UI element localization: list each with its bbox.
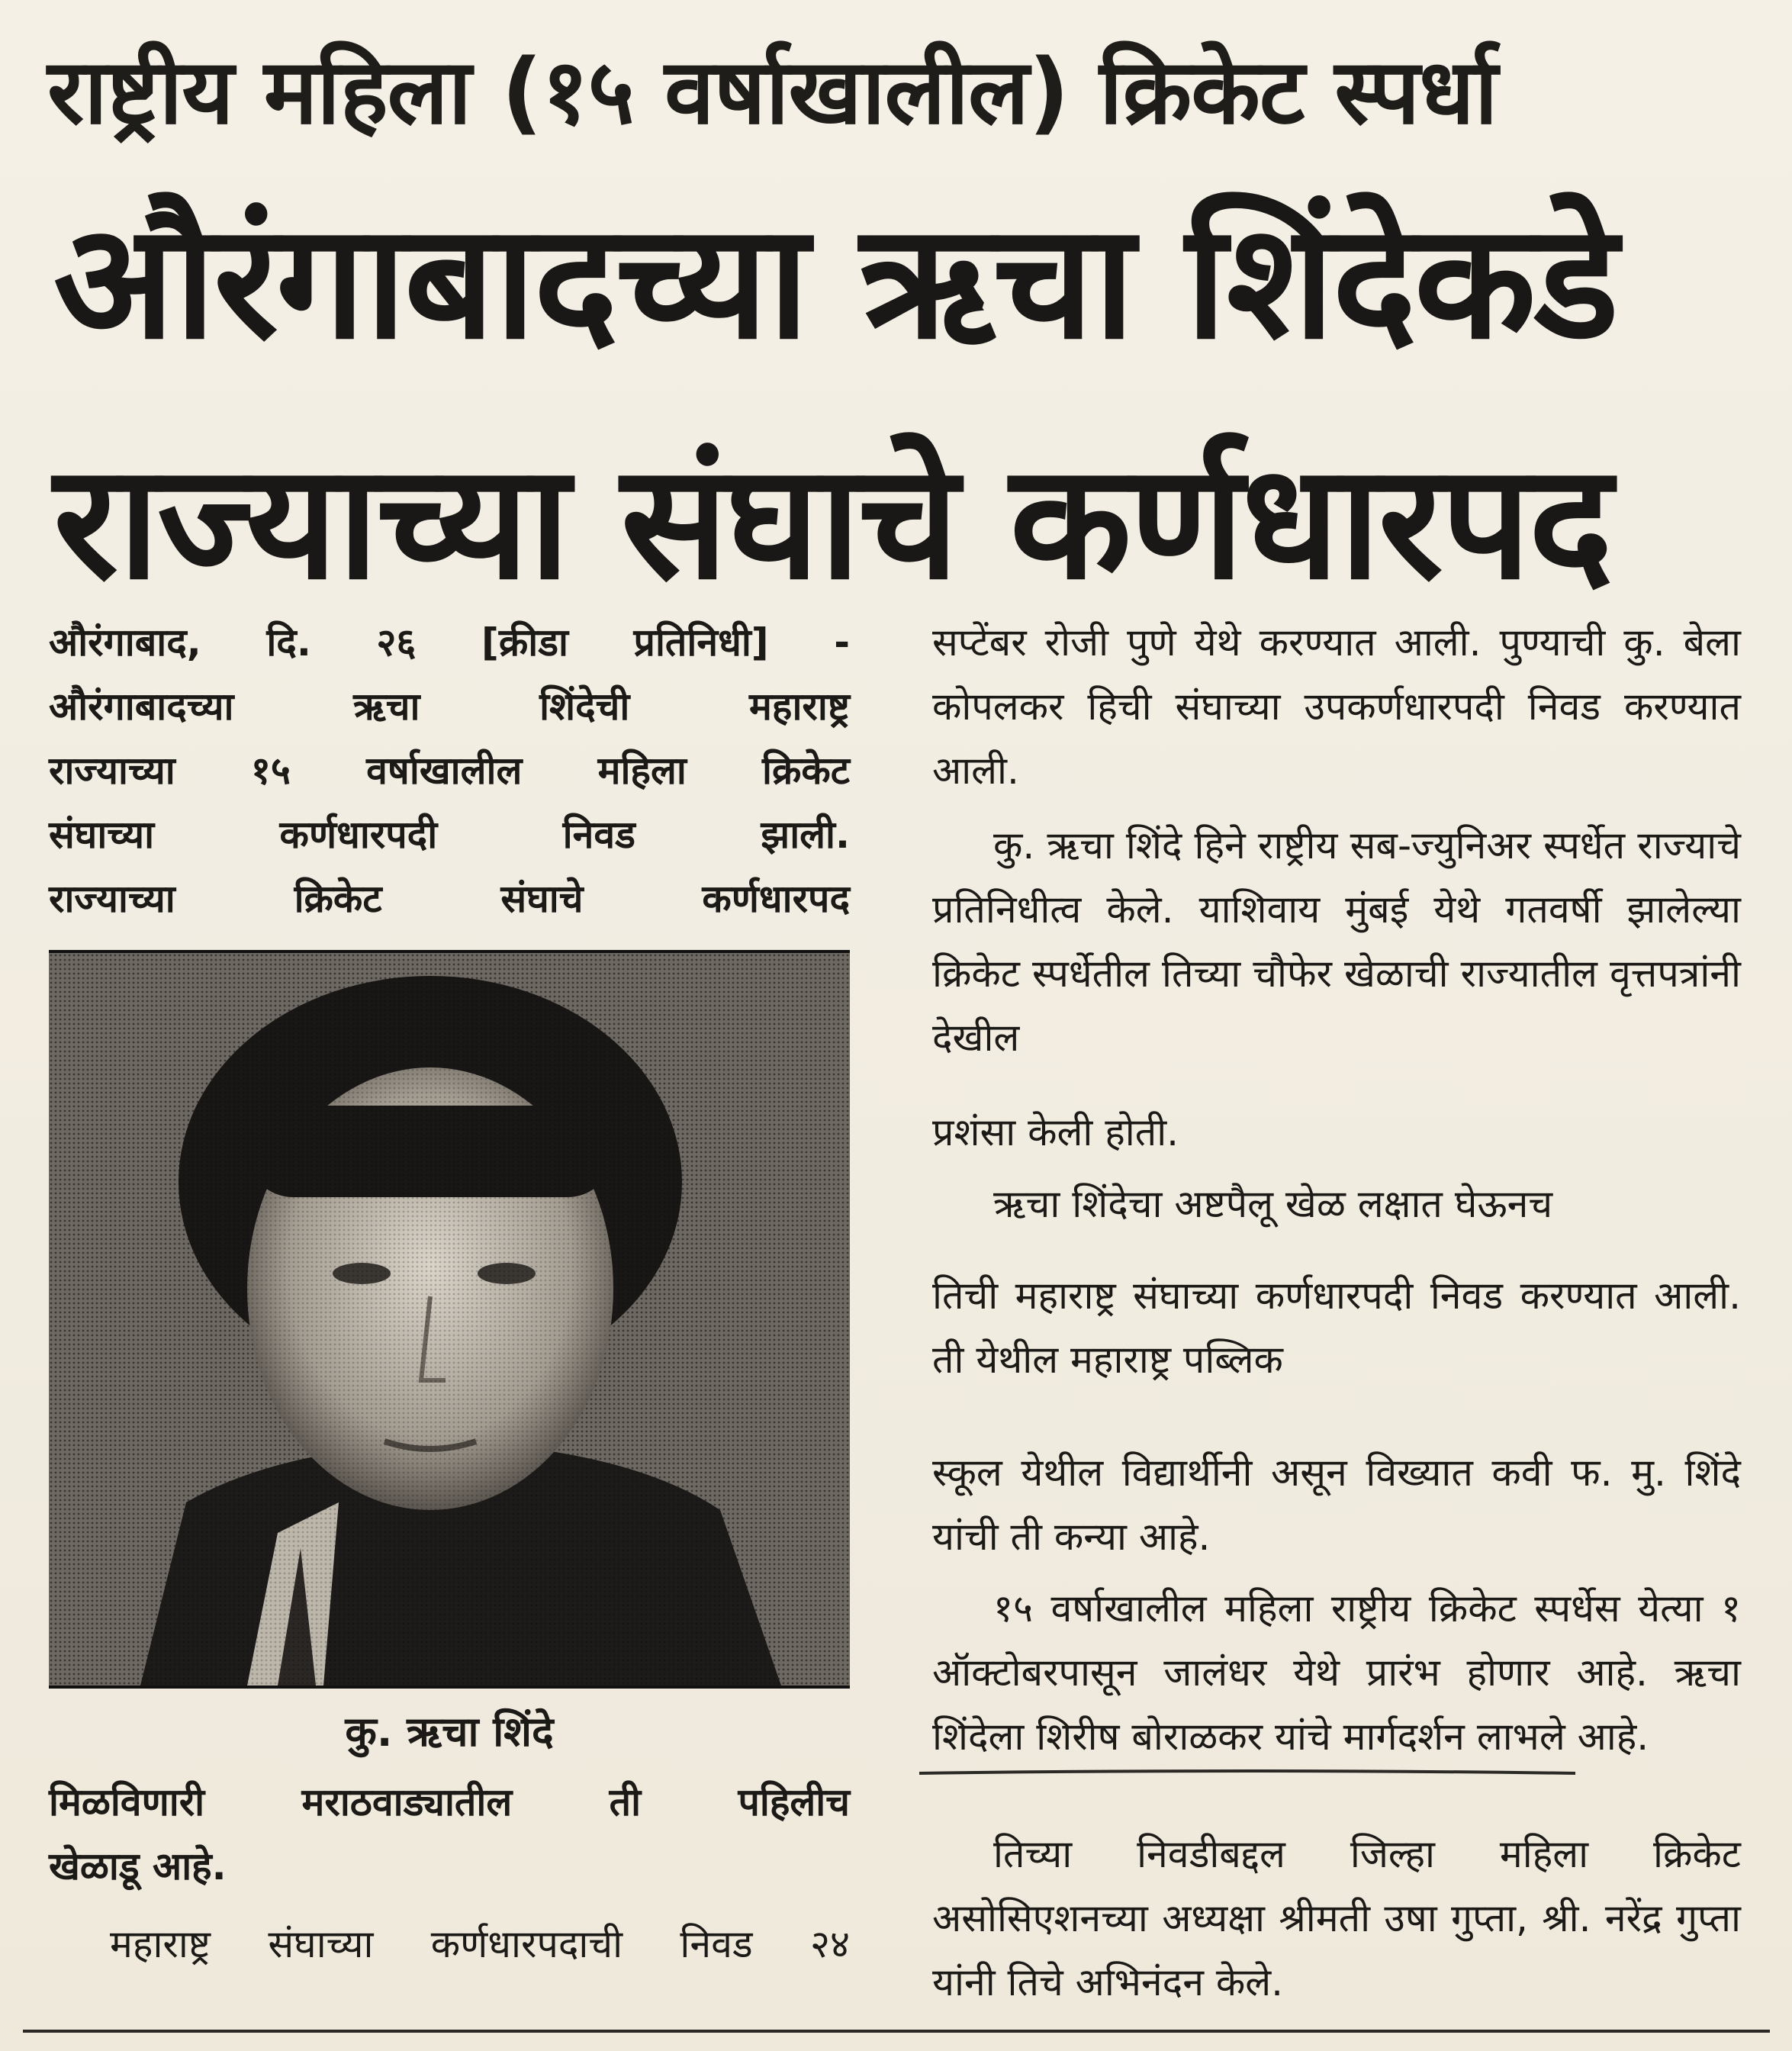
kicker-line: राष्ट्रीय महिला (१५ वर्षाखालील) क्रिकेट स्पर्धा: [47, 39, 1498, 144]
left-after-line-2: खेळाडू आहे.: [49, 1844, 227, 1888]
left-after-line-1: मिळविणारी मराठवाड्यातील ती पहिलीच: [49, 1780, 850, 1824]
right-column: [932, 610, 1741, 2014]
left-line-3: राज्याच्या १५ वर्षाखालील महिला क्रिकेट: [49, 749, 850, 793]
right-paragraph-1: सप्टेंबर रोजी पुणे येथे करण्यात आली. पुण्याची कु. बेला कोपलकर हिची संघाच्या उपकर्णधारपदी निवड करण्यात आली.: [932, 620, 1741, 793]
right-paragraph-2b: प्रशंसा केली होती.: [932, 1110, 1179, 1154]
right-paragraph-3c: स्कूल येथील विद्यार्थीनी असून विख्यात कवी फ. मु. शिंदे यांची ती कन्या आहे.: [932, 1451, 1741, 1559]
headline-line-2: राज्याच्या संघाचे कर्णधारपद: [53, 430, 1611, 615]
handwritten-underline: [919, 1769, 1575, 1776]
right-paragraph-2: कु. ऋचा शिंदे हिने राष्ट्रीय सब-ज्युनिअर स्पर्धेत राज्याचे प्रतिनिधीत्व केले. याशिवाय मुंबई येथे गतवर्षी झालेल्या क्रिकेट स्पर्धेतील तिच्या चौफेर खेळाची राज्यातील वृत्तपत्रांनी देखील: [932, 823, 1741, 1060]
right-paragraph-3b: तिची महाराष्ट्र संघाच्या कर्णधारपदी निवड करण्यात आली. ती येथील महाराष्ट्र पब्लिक: [932, 1273, 1741, 1382]
left-after-paragraph: महाराष्ट्र संघाच्या कर्णधारपदाची निवड २४: [110, 1922, 850, 1966]
portrait-illustration: [49, 953, 850, 1686]
headline-line-1: औरंगाबादच्या ऋचा शिंदेकडे: [53, 190, 1617, 375]
left-line-1: औरंगाबाद, दि. २६ [क्रीडा प्रतिनिधी] -: [49, 620, 850, 665]
portrait-photo: [49, 950, 850, 1689]
right-paragraph-5: तिच्या निवडीबद्दल जिल्हा महिला क्रिकेट असोसिएशनच्या अध्यक्षा श्रीमती उषा गुप्ता, श्री. नरेंद्र गुप्ता यांनी तिचे अभिनंदन केले.: [932, 1832, 1741, 2004]
photo-caption: कु. ऋचा शिंदे: [345, 1708, 554, 1756]
right-paragraph-3: ऋचा शिंदेचा अष्टपैलू खेळ लक्षात घेऊनच: [993, 1182, 1553, 1226]
left-line-4: संघाच्या कर्णधारपदी निवड झाली.: [49, 813, 850, 857]
bottom-rule: [23, 2030, 1770, 2033]
right-paragraph-4: १५ वर्षाखालील महिला राष्ट्रीय क्रिकेट स्पर्धेस येत्या १ ऑक्टोबरपासून जालंधर येथे प्रारंभ होणार आहे. ऋचा शिंदेला शिरीष बोराळकर यांचे मार्गदर्शन लाभले आहे.: [932, 1586, 1741, 1759]
left-column-continued: [49, 1770, 850, 1976]
left-line-2: औरंगाबादच्या ऋचा शिंदेची महाराष्ट्र: [49, 684, 850, 729]
left-column: [49, 610, 850, 931]
left-line-5: राज्याच्या क्रिकेट संघाचे कर्णधारपद: [49, 877, 850, 921]
